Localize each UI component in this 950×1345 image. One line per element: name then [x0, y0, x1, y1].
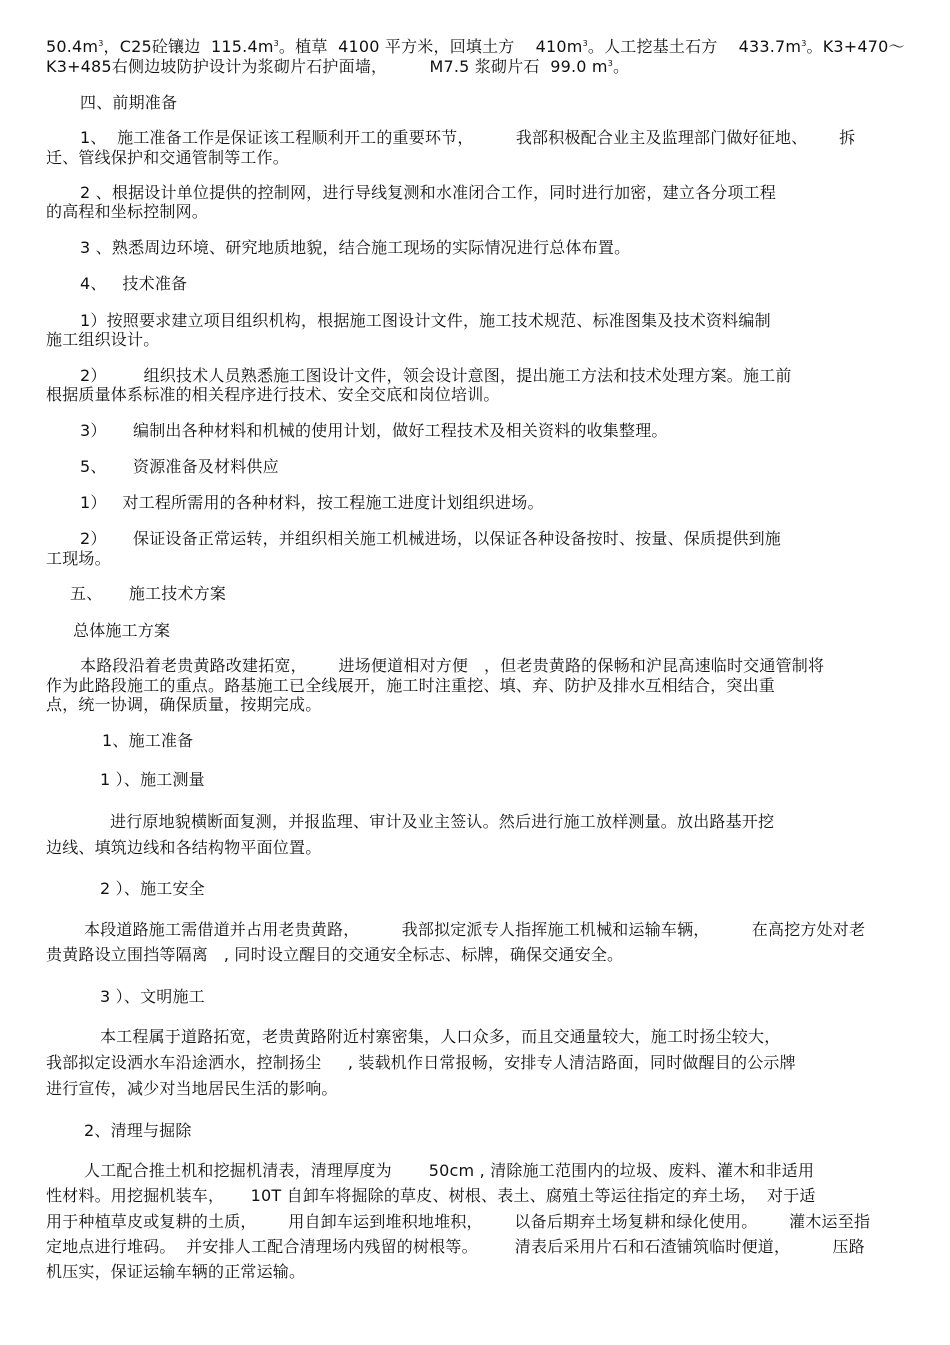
s4-item-1-line-2: 迁、管线保护和交通管制等工作。	[46, 148, 290, 167]
clearing-line-5: 机压实，保证运输车辆的正常运输。	[46, 1262, 306, 1281]
s4-5-sub-2-line-2: 工现场。	[46, 549, 111, 568]
s4-4-sub-1-line-2: 施工组织设计。	[46, 330, 160, 349]
s4-4-sub-2-line-2: 根据质量体系标准的相关程序进行技术、安全交底和岗位培训。	[46, 385, 500, 404]
clearing-line-2: 性材料。用挖掘机装车， 10T 自卸车将掘除的草皮、树根、表土、腐殖土等运往指定的弃土场， 对于适	[46, 1186, 816, 1205]
survey-line-2: 边线、填筑边线和各结构物平面位置。	[46, 838, 322, 857]
clearing-line-1: 人工配合推土机和挖掘机清表，清理厚度为 50cm , 清除施工范围内的垃圾、废料、灌木和非适用	[84, 1161, 815, 1180]
civilized-heading: 3 ）、文明施工	[100, 987, 205, 1006]
s4-item-2-line-2: 的高程和坐标控制网。	[46, 202, 209, 221]
civilized-line-3: 进行宣传，减少对当地居民生活的影响。	[46, 1079, 338, 1098]
intro-line-2: K3+485右侧边坡防护设计为浆砌片石护面墙， M7.5 浆砌片石 99.0 $m^3$。	[46, 57, 630, 76]
civilized-line-2: 我部拟定设洒水车沿途洒水，控制扬尘 , 装载机作日常报畅，安排专人清洁路面，同时做醒目的公示牌	[46, 1053, 796, 1072]
safety-line-2: 贵黄路设立围挡等隔离 , 同时设立醒目的交通安全标志、标牌，确保交通安全。	[46, 945, 624, 964]
intro-line-1: $50.4m^3$，C25砼镶边 $115.4m^3$。植草 4100 平方米，回填土方 $410m^3$。人工挖基土石方 $433.7m^3$。K3+470～	[46, 37, 905, 56]
s4-4-sub-3: 3） 编制出各种材料和机械的使用计划，做好工程技术及相关资料的收集整理。	[80, 421, 668, 440]
s4-item-5-heading: 5、 资源准备及材料供应	[80, 457, 279, 476]
s4-4-sub-1-line-1: 1）按照要求建立项目组织机构，根据施工图设计文件，施工技术规范、标准图集及技术资料编制	[80, 311, 771, 330]
clearing-heading: 2、清理与掘除	[84, 1121, 192, 1140]
survey-heading: 1 ）、施工测量	[100, 770, 205, 789]
overall-plan-line-2: 作为此路段施工的重点。路基施工已全线展开，施工时注重挖、填、弃、防护及排水互相结合，突出重	[46, 676, 776, 695]
overall-plan-heading: 总体施工方案	[73, 621, 171, 640]
survey-line-1: 进行原地貌横断面复测，并报监理、审计及业主签认。然后进行施工放样测量。放出路基开挖	[110, 812, 775, 831]
section-5-heading: 五、 施工技术方案	[70, 584, 227, 603]
section-4-heading: 四、前期准备	[80, 93, 178, 112]
prep-heading: 1、施工准备	[102, 731, 194, 750]
s4-item-2-line-1: 2 、根据设计单位提供的控制网，进行导线复测和水准闭合工作，同时进行加密，建立各分项工程	[80, 183, 777, 202]
civilized-line-1: 本工程属于道路拓宽，老贵黄路附近村寨密集，人口众多，而且交通量较大，施工时扬尘较大，	[100, 1027, 781, 1046]
s4-item-3: 3 、熟悉周边环境、研究地质地貌，结合施工现场的实际情况进行总体布置。	[80, 238, 631, 257]
s4-5-sub-1: 1） 对工程所需用的各种材料，按工程施工进度计划组织进场。	[80, 493, 544, 512]
overall-plan-line-1: 本路段沿着老贵黄路改建拓宽， 进场便道相对方便 ，但老贵黄路的保畅和沪昆高速临时交通管制将	[80, 656, 825, 675]
s4-item-1-line-1: 1、 施工准备工作是保证该工程顺利开工的重要环节， 我部积极配合业主及监理部门做好征地、 拆	[80, 128, 856, 147]
safety-heading: 2 ）、施工安全	[100, 879, 205, 898]
clearing-line-4: 定地点进行堆码。 并安排人工配合清理场内残留的树根等。 清表后采用片石和石渣铺筑临时便道， 压路	[46, 1237, 865, 1256]
overall-plan-line-3: 点，统一协调，确保质量，按期完成。	[46, 695, 322, 714]
clearing-line-3: 用于种植草皮或复耕的土质， 用自卸车运到堆积地堆积， 以备后期弃土场复耕和绿化使用。 灌木运至指	[46, 1212, 871, 1231]
s4-5-sub-2-line-1: 2） 保证设备正常运转，并组织相关施工机械进场，以保证各种设备按时、按量、保质提供到施	[80, 529, 782, 548]
safety-line-1: 本段道路施工需借道并占用老贵黄路， 我部拟定派专人指挥施工机械和运输车辆， 在高挖方处对老	[84, 920, 866, 939]
s4-4-sub-2-line-1: 2） 组织技术人员熟悉施工图设计文件，领会设计意图，提出施工方法和技术处理方案。施工前	[80, 366, 792, 385]
s4-item-4-heading: 4、 技术准备	[80, 274, 188, 293]
